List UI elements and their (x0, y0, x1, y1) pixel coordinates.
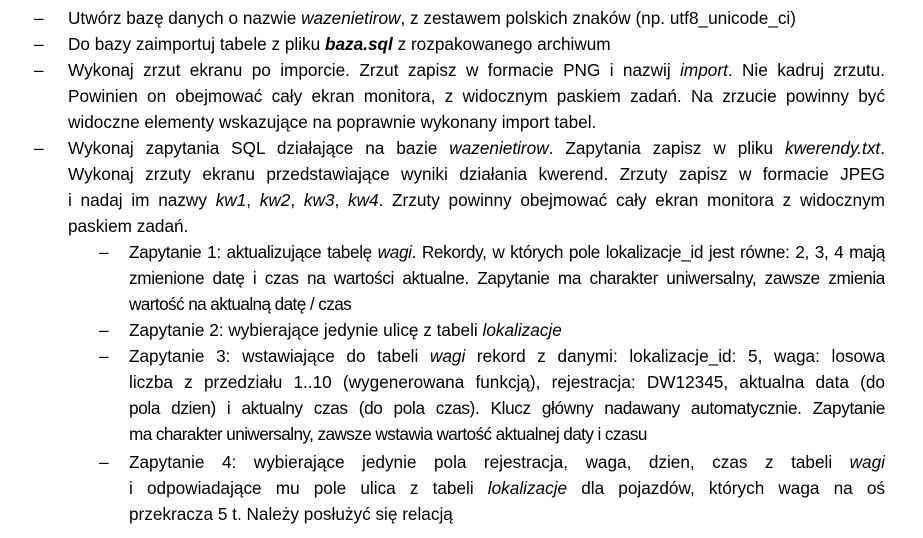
emphasis-text: import (680, 60, 728, 80)
text-line (129, 291, 885, 317)
text-line (129, 265, 885, 291)
text-run: zmienione datę i czas na wartości aktualne. Zapytanie ma charakter uniwersalny, zawsze zmienia (129, 268, 885, 288)
text-run: Wykonaj zapytania SQL działające na bazie (68, 138, 450, 158)
emphasis-text: kw2 (259, 190, 291, 210)
text-line (68, 57, 885, 83)
text-line (129, 449, 885, 475)
text-run: , (334, 190, 348, 210)
text-run: . Nie kadruj zrzutu. (727, 60, 885, 80)
text-line (68, 135, 885, 161)
text-line (129, 317, 885, 343)
list-item (99, 449, 885, 527)
text-run: Utwórz bazę danych o nazwie (68, 8, 302, 28)
emphasis-text: lokalizacje (482, 320, 562, 340)
text-line (68, 83, 885, 109)
list-dash: – (34, 60, 44, 80)
list-dash: – (34, 34, 44, 54)
emphasis-text: wazenietirow (301, 8, 401, 28)
text-line (129, 421, 885, 447)
emphasis-text: kw3 (303, 190, 335, 210)
text-run: . Zapytania zapisz w pliku (548, 138, 785, 158)
text-run: Powinien on obejmować cały ekran monitora, z widocznym paskiem zadań. Na zrzucie powinny być (68, 86, 885, 106)
list-item (34, 135, 885, 239)
text-line (129, 501, 885, 527)
text-run: liczba z przedziału 1..10 (wygenerowana funkcją), rejestracja: DW12345, aktualna data (do (129, 372, 885, 392)
text-run: widoczne elementy wskazujące na poprawnie wykonany import tabel. (68, 112, 597, 132)
text-line (68, 213, 885, 239)
list-dash: – (99, 242, 109, 262)
list-dash: – (34, 138, 44, 158)
list-dash: – (99, 346, 109, 366)
text-run: rekord z danymi: lokalizacje_id: 5, waga: losowa (465, 346, 885, 366)
text-run: dla pojazdów, których waga na oś (567, 478, 885, 498)
text-run: Zapytanie 1: aktualizujące tabelę (129, 242, 378, 262)
list-item (34, 5, 885, 31)
text-run: . Zrzuty powinny obejmować cały ekran monitora z widocznym (378, 190, 885, 210)
text-line (129, 343, 885, 369)
list-item (34, 31, 885, 57)
list-item (99, 343, 885, 447)
text-run: , z zestawem polskich znaków (np. utf8_unicode_ci) (400, 8, 796, 28)
text-run: i odpowiadające mu pole ulica z tabeli (129, 478, 488, 498)
text-line (68, 187, 885, 213)
emphasis-text: kw1 (215, 190, 247, 210)
text-run: z rozpakowanego archiwum (392, 34, 611, 54)
text-line (129, 239, 885, 265)
text-run: wartość na aktualną datę / czas (129, 294, 352, 314)
text-run: Wykonaj zrzuty ekranu przedstawiające wyniki działania kwerend. Zrzuty zapisz w formacie JPEG (68, 164, 885, 184)
list-dash: – (99, 452, 109, 472)
emphasis-text: wagi (429, 346, 466, 366)
text-run: , (246, 190, 260, 210)
emphasis-text: kw4 (347, 190, 379, 210)
list-item (99, 239, 885, 317)
emphasis-text: wagi (849, 452, 885, 472)
text-run: ma charakter uniwersalny, zawsze wstawia wartość aktualnej daty i czasu (129, 424, 647, 444)
text-run: i nadaj im nazwy (68, 190, 216, 210)
emphasis-text: kwerendy.txt (785, 138, 881, 158)
list-item (99, 317, 885, 343)
text-line (129, 369, 885, 395)
text-run: Do bazy zaimportuj tabele z pliku (68, 34, 325, 54)
emphasis-text: wazenietirow (449, 138, 549, 158)
text-run: Zapytanie 3: wstawiające do tabeli (129, 346, 430, 366)
text-line (129, 475, 885, 501)
text-run: Wykonaj zrzut ekranu po imporcie. Zrzut zapisz w formacie PNG i nazwij (68, 60, 681, 80)
list-item (34, 57, 885, 135)
text-line (68, 161, 885, 187)
list-dash: – (99, 320, 109, 340)
text-run: paskiem zadań. (68, 216, 189, 236)
text-run: . (880, 138, 885, 158)
text-run: Zapytanie 4: wybierające jedynie pola rejestracja, waga, dzien, czas z tabeli (129, 452, 850, 472)
text-run: . Rekordy, w których pole lokalizacje_id jest równe: 2, 3, 4 mają (411, 242, 885, 262)
text-line (129, 395, 885, 421)
text-run: przekracza 5 t. Należy posłużyć się relacją (129, 504, 453, 524)
text-run: , (290, 190, 304, 210)
text-run: pola dzien) i aktualny czas (do pola czas). Klucz główny nadawany automatycznie. Zapytanie (129, 398, 885, 418)
emphasis-text: wagi (377, 242, 412, 262)
text-line (68, 109, 885, 135)
text-run: Zapytanie 2: wybierające jedynie ulicę z tabeli (129, 320, 483, 340)
text-line (68, 5, 885, 31)
emphasis-text: baza.sql (324, 34, 393, 54)
list-dash: – (34, 8, 44, 28)
emphasis-text: lokalizacje (487, 478, 568, 498)
text-line (68, 31, 885, 57)
